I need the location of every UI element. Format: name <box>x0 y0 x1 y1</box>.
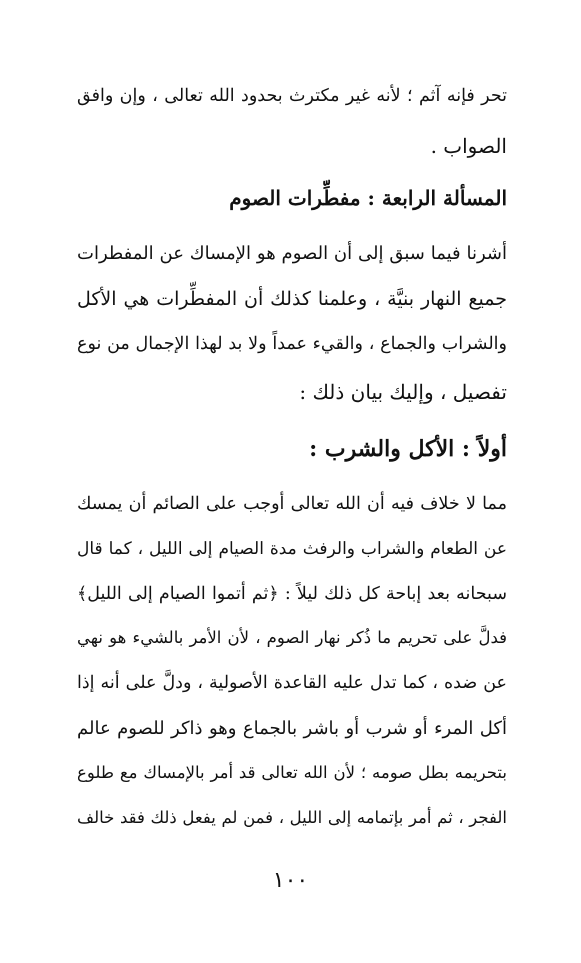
subheading: أولاً : الأكل والشرب : <box>309 436 507 462</box>
section-heading: المسألة الرابعة : مفطِّرات الصوم <box>229 186 507 210</box>
text-line: والشراب والجماع ، والقيء عمداً ولا بد لهذا الإجمال من نوع <box>77 334 507 354</box>
text-line: جميع النهار بنيَّة ، وعلمنا كذلك أن المفطِّرات هي الأكل <box>77 288 507 310</box>
text-line: سبحانه بعد إباحة كل ذلك ليلاً : ﴿ثم أتموا الصيام إلى الليل﴾ <box>77 584 507 604</box>
text-line: أكل المرء أو شرب أو باشر بالجماع وهو ذاكر للصوم عالم <box>77 718 507 739</box>
text-line: أشرنا فيما سبق إلى أن الصوم هو الإمساك عن المفطرات <box>77 243 507 264</box>
text-line: مما لا خلاف فيه أن الله تعالى أوجب على الصائم أن يمسك <box>77 494 507 514</box>
text-line: الفجر ، ثم أمر بإتمامه إلى الليل ، فمن لم يفعل ذلك فقد خالف <box>77 808 507 827</box>
text-line: عن الطعام والشراب والرفث مدة الصيام إلى الليل ، كما قال <box>77 539 507 559</box>
text-line: تفصيل ، وإليك بيان ذلك : <box>299 380 507 404</box>
text-line: عن ضده ، كما تدل عليه القاعدة الأصولية ، ودلَّ على أنه إذا <box>77 673 507 693</box>
text-line: بتحريمه بطل صومه ؛ لأن الله تعالى قد أمر بالإمساك مع طلوع <box>77 763 507 782</box>
page-number: ١٠٠ <box>272 868 309 893</box>
text-line: الصواب . <box>430 134 507 158</box>
text-line: فدلَّ على تحريم ما ذُكر نهار الصوم ، لأن الأمر بالشيء هو نهي <box>77 628 507 647</box>
text-line: تحر فإنه آثم ؛ لأنه غير مكترث بحدود الله تعالى ، وإن وافق <box>77 86 507 106</box>
